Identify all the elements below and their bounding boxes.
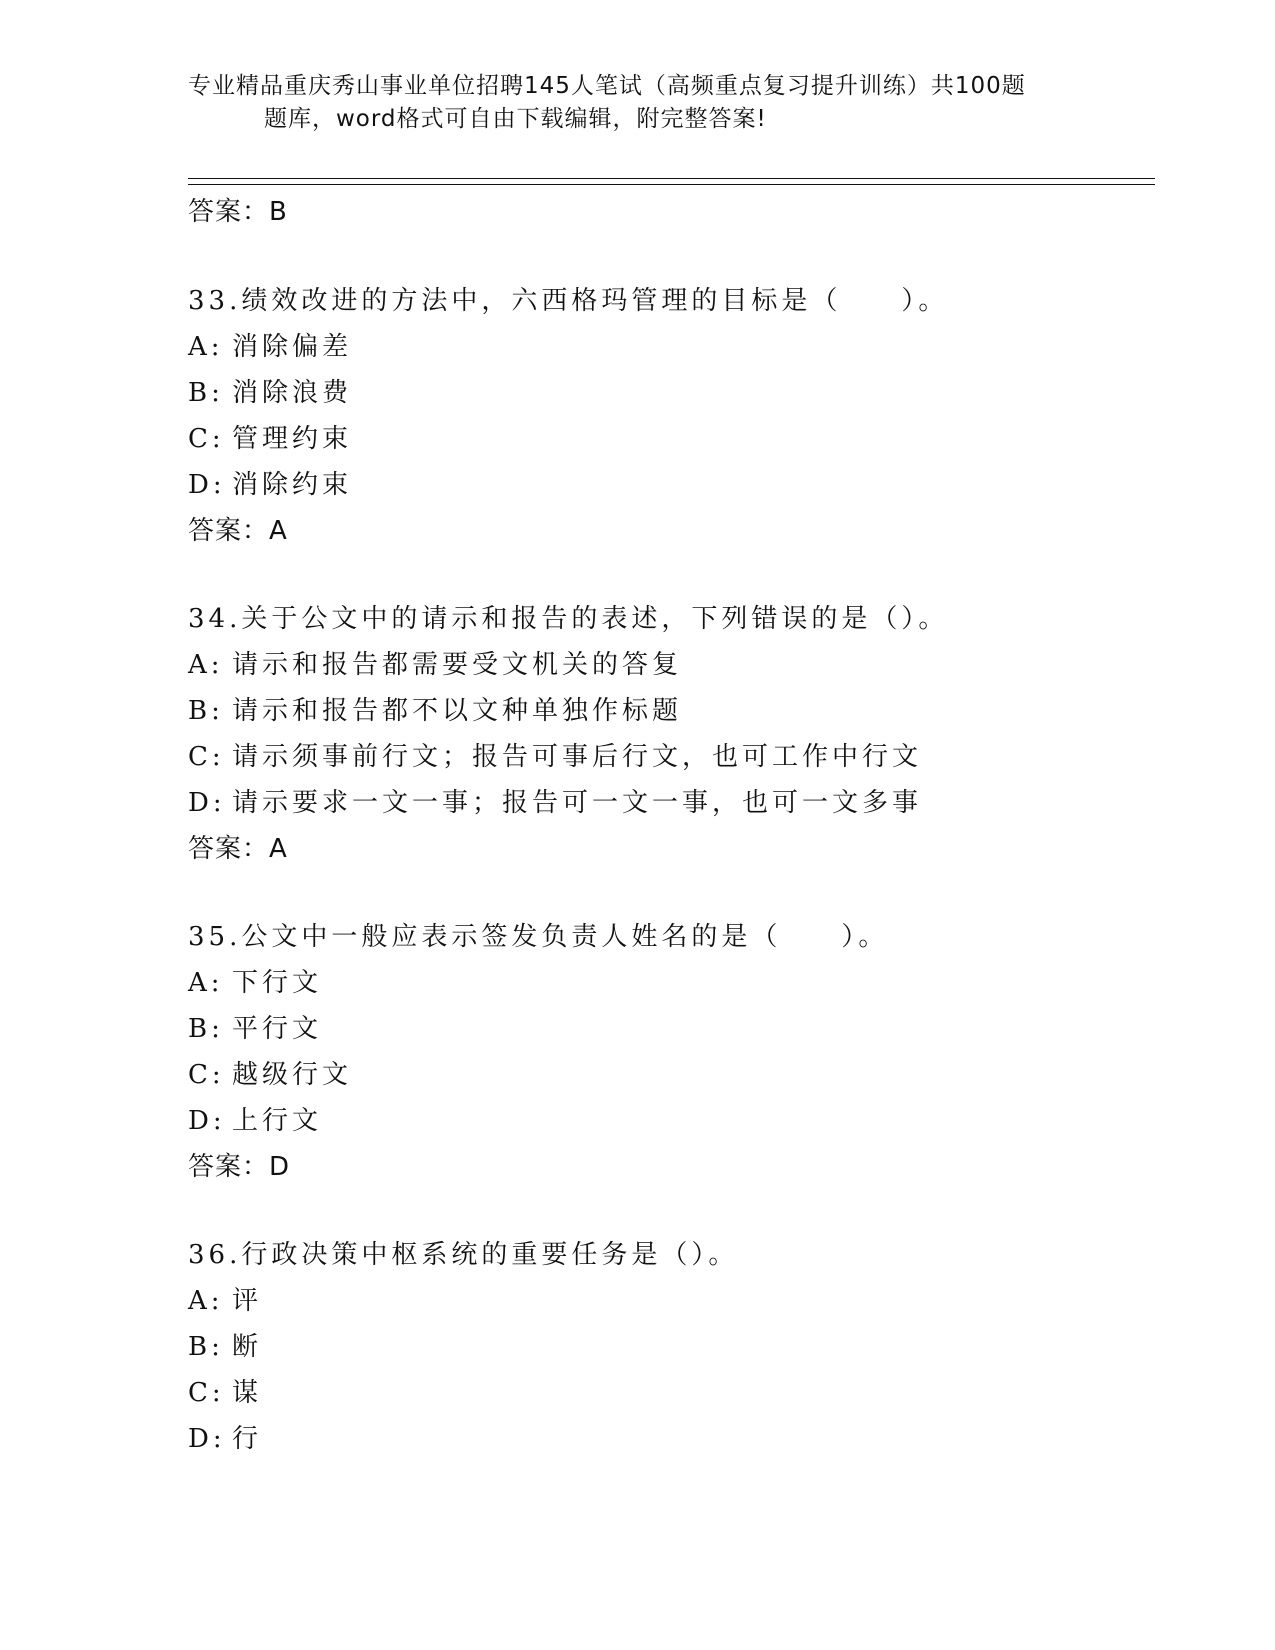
option-key: D: — [188, 470, 226, 500]
option-b — [188, 1006, 1148, 1052]
question-34 — [188, 596, 1148, 872]
option-text: 管理约束 — [232, 424, 353, 454]
option-text: 评 — [232, 1286, 263, 1316]
option-key: B: — [188, 378, 224, 408]
answer-line: 答案：A — [188, 516, 288, 546]
question-stem: 34.关于公文中的请示和报告的表述，下列错误的是（）。 — [188, 604, 949, 634]
option-text: 请示要求一文一事；报告可一文一事，也可一文多事 — [232, 788, 923, 818]
option-a — [188, 324, 1148, 370]
option-key: A: — [188, 332, 224, 362]
option-key: B: — [188, 1332, 224, 1362]
question-33 — [188, 278, 1148, 554]
answer-line: 答案：A — [188, 834, 288, 864]
option-d — [188, 462, 1148, 508]
option-b — [188, 688, 1148, 734]
option-text: 下行文 — [232, 968, 323, 998]
option-key: B: — [188, 1014, 224, 1044]
page-header — [188, 70, 1088, 136]
option-b — [188, 370, 1148, 416]
option-a — [188, 1278, 1148, 1324]
header-divider-top — [188, 178, 1155, 179]
option-key: D: — [188, 1424, 226, 1454]
option-key: D: — [188, 1106, 226, 1136]
option-d — [188, 780, 1148, 826]
option-key: A: — [188, 650, 224, 680]
question-36 — [188, 1232, 1148, 1462]
option-c — [188, 1052, 1148, 1098]
option-key: C: — [188, 424, 225, 454]
option-b — [188, 1324, 1148, 1370]
option-text: 行 — [232, 1424, 263, 1454]
option-text: 消除约束 — [232, 470, 353, 500]
question-stem: 35.公文中一般应表示签发负责人姓名的是（ ）。 — [188, 922, 889, 952]
option-text: 请示和报告都不以文种单独作标题 — [232, 696, 683, 726]
option-key: A: — [188, 1286, 224, 1316]
option-text: 断 — [232, 1332, 263, 1362]
header-title-line2: 题库，word格式可自由下载编辑，附完整答案! — [264, 106, 767, 132]
question-35 — [188, 914, 1148, 1190]
option-a — [188, 960, 1148, 1006]
option-a — [188, 642, 1148, 688]
option-text: 请示须事前行文；报告可事后行文，也可工作中行文 — [232, 742, 923, 772]
option-d — [188, 1098, 1148, 1144]
option-text: 平行文 — [232, 1014, 323, 1044]
option-key: C: — [188, 1378, 225, 1408]
option-text: 越级行文 — [232, 1060, 353, 1090]
option-c — [188, 734, 1148, 780]
option-text: 谋 — [232, 1378, 263, 1408]
option-key: B: — [188, 696, 224, 726]
question-stem: 33.绩效改进的方法中，六西格玛管理的目标是（ ）。 — [188, 286, 949, 316]
option-key: A: — [188, 968, 224, 998]
answer-line: 答案：D — [188, 1152, 291, 1182]
option-key: D: — [188, 788, 226, 818]
header-divider-bottom — [188, 184, 1155, 185]
header-title-line1: 专业精品重庆秀山事业单位招聘145人笔试（高频重点复习提升训练）共100题 — [188, 73, 1026, 99]
option-c — [188, 1370, 1148, 1416]
option-key: C: — [188, 742, 225, 772]
question-list — [188, 188, 1148, 1462]
option-d — [188, 1416, 1148, 1462]
option-text: 消除偏差 — [232, 332, 353, 362]
option-text: 上行文 — [232, 1106, 323, 1136]
previous-answer: 答案：B — [188, 197, 288, 227]
option-key: C: — [188, 1060, 225, 1090]
option-text: 消除浪费 — [232, 378, 353, 408]
option-c — [188, 416, 1148, 462]
question-stem: 36.行政决策中枢系统的重要任务是（）。 — [188, 1240, 739, 1270]
option-text: 请示和报告都需要受文机关的答复 — [232, 650, 683, 680]
